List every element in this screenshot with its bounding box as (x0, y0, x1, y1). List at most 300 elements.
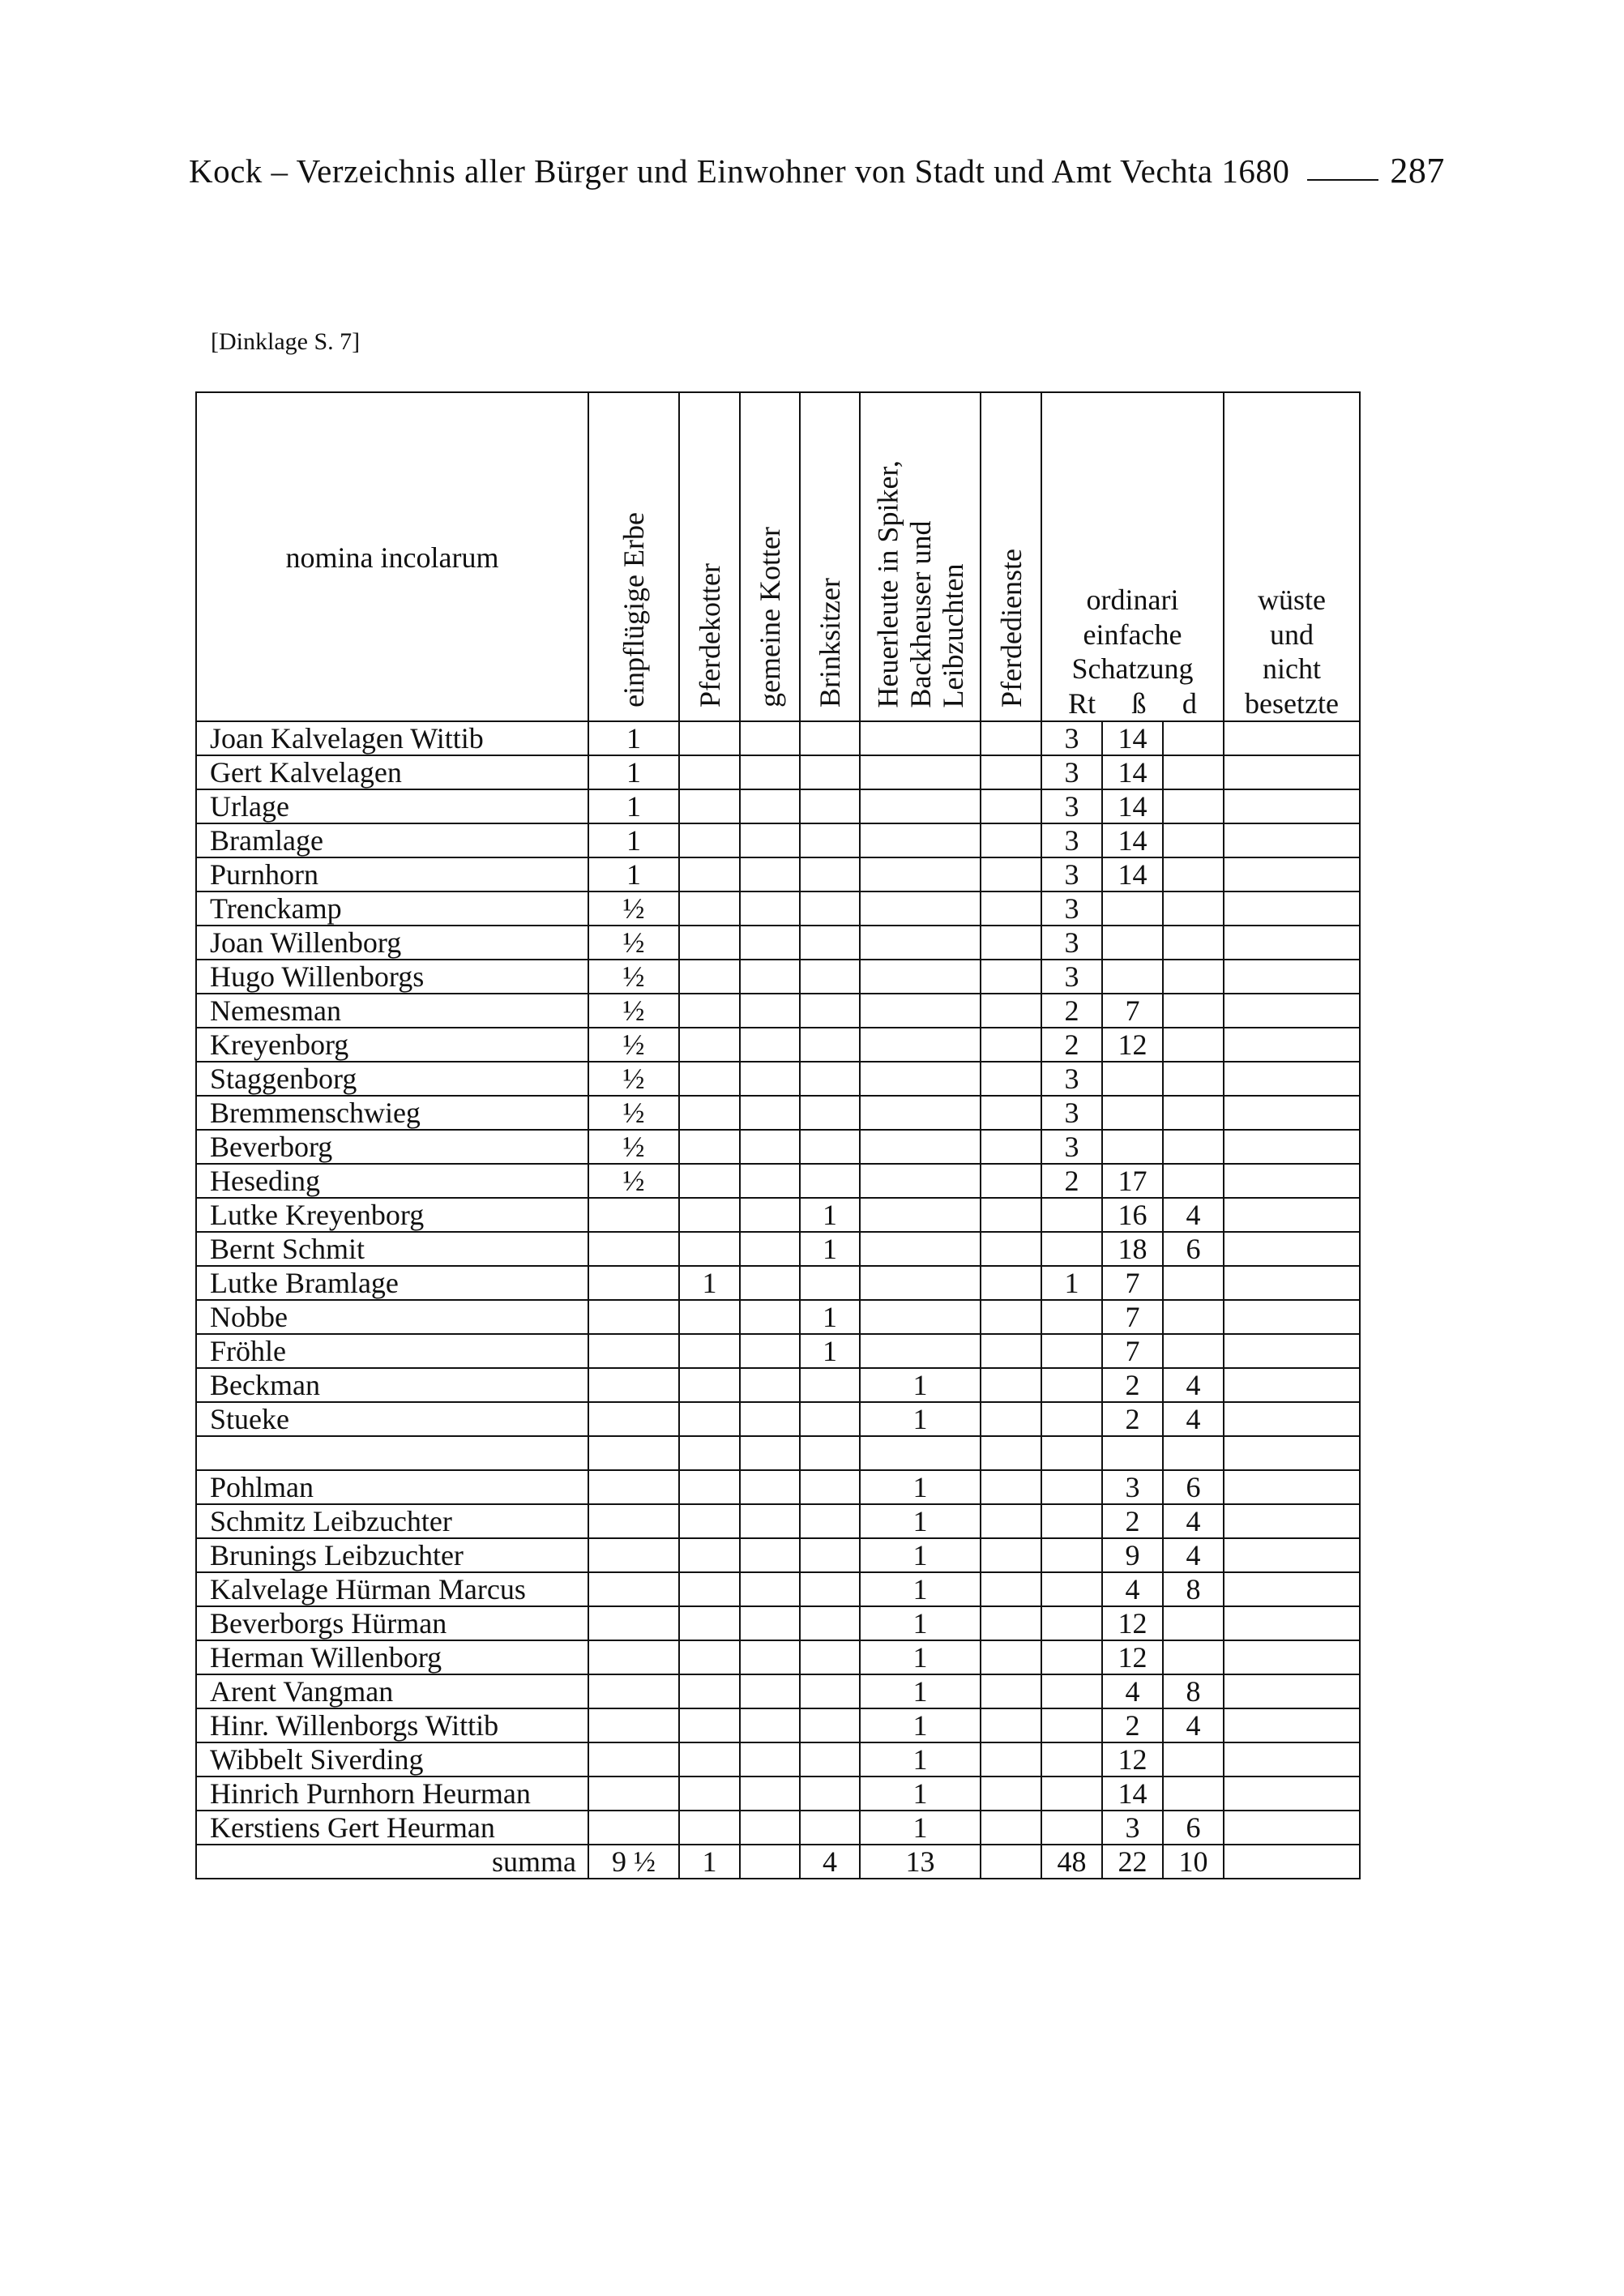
cell-heuerleute (860, 1164, 981, 1198)
header-schatzung-line1: ordinari (1086, 584, 1179, 617)
cell-gemeine-kotter (740, 1096, 800, 1130)
cell-wueste (1224, 1538, 1360, 1572)
cell-wueste (1224, 1845, 1360, 1879)
cell-heuerleute: 1 (860, 1606, 981, 1640)
cell-gemeine-kotter (740, 1470, 800, 1504)
cell-wueste (1224, 1742, 1360, 1777)
cell-brinksitzer (800, 1402, 860, 1436)
header-brinksitzer (800, 392, 860, 721)
cell-heuerleute (860, 1266, 981, 1300)
cell-erbe (588, 1640, 679, 1674)
cell-rt: 3 (1041, 926, 1102, 960)
cell-brinksitzer (800, 1130, 860, 1164)
cell-erbe: 1 (588, 721, 679, 755)
cell-brinksitzer (800, 1640, 860, 1674)
table-row (196, 1674, 1360, 1708)
cell-pferdedienste (981, 1402, 1041, 1436)
census-table (195, 391, 1361, 1879)
cell-erbe: 9 ½ (588, 1845, 679, 1879)
cell-gemeine-kotter (740, 1198, 800, 1232)
cell-d (1163, 1164, 1224, 1198)
cell-heuerleute (860, 926, 981, 960)
cell-rt: 1 (1041, 1266, 1102, 1300)
cell-wueste (1224, 891, 1360, 926)
header-wueste (1224, 392, 1360, 721)
cell-rt (1041, 1368, 1102, 1402)
cell-schilling (1102, 960, 1163, 994)
cell-wueste (1224, 755, 1360, 789)
cell-rt: 3 (1041, 721, 1102, 755)
cell-pferdekotter (679, 1334, 740, 1368)
cell-pferdedienste (981, 1096, 1041, 1130)
cell-erbe (588, 1368, 679, 1402)
cell-heuerleute (860, 960, 981, 994)
cell-brinksitzer: 1 (800, 1232, 860, 1266)
cell-d (1163, 1436, 1224, 1470)
cell-rt: 48 (1041, 1845, 1102, 1879)
table-row (196, 891, 1360, 926)
header-gemeine-kotter (740, 392, 800, 721)
cell-wueste (1224, 1470, 1360, 1504)
header-erbe-label: einpflügige Erbe (617, 512, 650, 708)
cell-name (196, 1436, 588, 1470)
cell-schilling: 18 (1102, 1232, 1163, 1266)
cell-erbe (588, 1266, 679, 1300)
cell-name: Lutke Kreyenborg (196, 1198, 588, 1232)
cell-gemeine-kotter (740, 1504, 800, 1538)
cell-name: Bremmenschwieg (196, 1096, 588, 1130)
cell-rt (1041, 1538, 1102, 1572)
table-row (196, 1130, 1360, 1164)
table-row (196, 721, 1360, 755)
cell-brinksitzer (800, 1708, 860, 1742)
cell-rt (1041, 1811, 1102, 1845)
cell-wueste (1224, 1334, 1360, 1368)
cell-rt: 3 (1041, 1096, 1102, 1130)
cell-erbe (588, 1674, 679, 1708)
table-row (196, 1436, 1360, 1470)
cell-pferdedienste (981, 789, 1041, 823)
cell-erbe (588, 1504, 679, 1538)
cell-pferdedienste (981, 1777, 1041, 1811)
cell-rt (1041, 1674, 1102, 1708)
cell-schilling: 3 (1102, 1470, 1163, 1504)
header-schatzung-line2: einfache (1083, 618, 1182, 651)
cell-schilling: 22 (1102, 1845, 1163, 1879)
cell-name: Wibbelt Siverding (196, 1742, 588, 1777)
cell-rt (1041, 1606, 1102, 1640)
cell-erbe (588, 1232, 679, 1266)
cell-heuerleute: 1 (860, 1742, 981, 1777)
cell-wueste (1224, 1266, 1360, 1300)
header-heuerleute (860, 392, 981, 721)
cell-d: 4 (1163, 1402, 1224, 1436)
cell-name: Joan Willenborg (196, 926, 588, 960)
cell-gemeine-kotter (740, 1062, 800, 1096)
cell-rt (1041, 1402, 1102, 1436)
cell-wueste (1224, 857, 1360, 891)
cell-brinksitzer (800, 1470, 860, 1504)
table-row (196, 1640, 1360, 1674)
cell-gemeine-kotter (740, 1811, 800, 1845)
cell-pferdedienste (981, 1062, 1041, 1096)
cell-heuerleute: 1 (860, 1368, 981, 1402)
cell-name: Brunings Leibzuchter (196, 1538, 588, 1572)
cell-gemeine-kotter (740, 823, 800, 857)
header-pferdedienste-label: Pferdedienste (994, 549, 1028, 708)
table-row (196, 960, 1360, 994)
cell-schilling: 14 (1102, 755, 1163, 789)
cell-erbe (588, 1300, 679, 1334)
cell-schilling: 16 (1102, 1198, 1163, 1232)
table-row (196, 857, 1360, 891)
cell-pferdekotter (679, 1096, 740, 1130)
cell-gemeine-kotter (740, 960, 800, 994)
cell-erbe (588, 1742, 679, 1777)
cell-erbe (588, 1811, 679, 1845)
table-row (196, 994, 1360, 1028)
cell-wueste (1224, 789, 1360, 823)
cell-pferdekotter: 1 (679, 1845, 740, 1879)
cell-rt (1041, 1640, 1102, 1674)
header-wueste-line4: besetzte (1245, 686, 1339, 720)
cell-heuerleute (860, 1232, 981, 1266)
header-heuerleute-line2: Backheuser und (904, 520, 937, 708)
cell-name: Joan Kalvelagen Wittib (196, 721, 588, 755)
header-heuerleute-label (871, 460, 969, 708)
cell-pferdedienste (981, 994, 1041, 1028)
cell-name: Bramlage (196, 823, 588, 857)
cell-brinksitzer (800, 1266, 860, 1300)
cell-pferdekotter (679, 994, 740, 1028)
cell-gemeine-kotter (740, 1606, 800, 1640)
cell-erbe: ½ (588, 1028, 679, 1062)
cell-pferdedienste (981, 1708, 1041, 1742)
table-row (196, 789, 1360, 823)
cell-wueste (1224, 823, 1360, 857)
table-row (196, 1028, 1360, 1062)
cell-heuerleute (860, 1334, 981, 1368)
cell-schilling: 12 (1102, 1742, 1163, 1777)
cell-name: Nemesman (196, 994, 588, 1028)
cell-erbe (588, 1708, 679, 1742)
table-row (196, 1368, 1360, 1402)
table-row (196, 1811, 1360, 1845)
table-row (196, 1334, 1360, 1368)
cell-pferdedienste (981, 1742, 1041, 1777)
cell-pferdekotter (679, 1777, 740, 1811)
cell-heuerleute (860, 1300, 981, 1334)
cell-erbe (588, 1777, 679, 1811)
cell-brinksitzer: 1 (800, 1334, 860, 1368)
cell-name: Kalvelage Hürman Marcus (196, 1572, 588, 1606)
cell-rt: 3 (1041, 891, 1102, 926)
cell-pferdekotter (679, 960, 740, 994)
cell-pferdedienste (981, 1606, 1041, 1640)
cell-erbe (588, 1436, 679, 1470)
cell-rt: 2 (1041, 1164, 1102, 1198)
cell-erbe: 1 (588, 857, 679, 891)
cell-brinksitzer (800, 1811, 860, 1845)
cell-name: Hinr. Willenborgs Wittib (196, 1708, 588, 1742)
cell-wueste (1224, 1436, 1360, 1470)
cell-d (1163, 1130, 1224, 1164)
cell-brinksitzer (800, 1436, 860, 1470)
cell-d (1163, 926, 1224, 960)
cell-wueste (1224, 1674, 1360, 1708)
cell-pferdekotter (679, 1436, 740, 1470)
cell-d (1163, 1742, 1224, 1777)
cell-d: 4 (1163, 1708, 1224, 1742)
table-row (196, 1300, 1360, 1334)
cell-d (1163, 1640, 1224, 1674)
cell-erbe (588, 1402, 679, 1436)
cell-name: Beverborgs Hürman (196, 1606, 588, 1640)
cell-heuerleute (860, 1436, 981, 1470)
section-label: [Dinklage S. 7] (211, 328, 361, 355)
running-header (189, 150, 1445, 191)
cell-gemeine-kotter (740, 857, 800, 891)
cell-heuerleute: 1 (860, 1402, 981, 1436)
cell-d: 6 (1163, 1470, 1224, 1504)
cell-gemeine-kotter (740, 1538, 800, 1572)
table-row (196, 1708, 1360, 1742)
cell-name: summa (196, 1845, 588, 1879)
cell-schilling: 14 (1102, 857, 1163, 891)
cell-gemeine-kotter (740, 755, 800, 789)
cell-heuerleute: 1 (860, 1708, 981, 1742)
cell-d (1163, 1028, 1224, 1062)
cell-schilling: 12 (1102, 1028, 1163, 1062)
cell-gemeine-kotter (740, 1164, 800, 1198)
cell-gemeine-kotter (740, 1674, 800, 1708)
header-rule (1307, 179, 1378, 181)
cell-d (1163, 1777, 1224, 1811)
cell-pferdekotter (679, 1164, 740, 1198)
cell-heuerleute: 13 (860, 1845, 981, 1879)
header-pferdedienste (981, 392, 1041, 721)
cell-gemeine-kotter (740, 1232, 800, 1266)
cell-schilling: 2 (1102, 1402, 1163, 1436)
cell-schilling: 14 (1102, 789, 1163, 823)
cell-schilling: 14 (1102, 823, 1163, 857)
cell-pferdekotter (679, 1674, 740, 1708)
table-row (196, 823, 1360, 857)
cell-erbe: ½ (588, 1062, 679, 1096)
table-row (196, 1402, 1360, 1436)
header-name (196, 392, 588, 721)
cell-rt: 2 (1041, 1028, 1102, 1062)
unit-d: d (1182, 686, 1197, 720)
cell-pferdekotter (679, 755, 740, 789)
cell-name: Schmitz Leibzuchter (196, 1504, 588, 1538)
cell-pferdekotter (679, 1606, 740, 1640)
cell-schilling: 12 (1102, 1606, 1163, 1640)
cell-rt: 3 (1041, 960, 1102, 994)
cell-d (1163, 1300, 1224, 1334)
header-wueste-line3: nicht (1263, 652, 1321, 686)
header-brinksitzer-label: Brinksitzer (813, 578, 846, 708)
cell-erbe: 1 (588, 755, 679, 789)
cell-pferdekotter (679, 1402, 740, 1436)
cell-brinksitzer (800, 1504, 860, 1538)
cell-d (1163, 994, 1224, 1028)
cell-d (1163, 721, 1224, 755)
cell-schilling (1102, 926, 1163, 960)
page-number: 287 (1390, 151, 1445, 190)
cell-schilling: 3 (1102, 1811, 1163, 1845)
cell-pferdedienste (981, 1436, 1041, 1470)
cell-gemeine-kotter (740, 1742, 800, 1777)
table-row (196, 1198, 1360, 1232)
cell-brinksitzer (800, 960, 860, 994)
table-row (196, 1538, 1360, 1572)
cell-pferdedienste (981, 960, 1041, 994)
cell-pferdekotter (679, 857, 740, 891)
cell-rt: 3 (1041, 1062, 1102, 1096)
cell-heuerleute (860, 823, 981, 857)
cell-brinksitzer (800, 755, 860, 789)
cell-wueste (1224, 721, 1360, 755)
cell-name: Kerstiens Gert Heurman (196, 1811, 588, 1845)
cell-d (1163, 789, 1224, 823)
cell-pferdekotter (679, 721, 740, 755)
cell-gemeine-kotter (740, 1334, 800, 1368)
cell-wueste (1224, 1232, 1360, 1266)
summa-row (196, 1845, 1360, 1879)
cell-name: Stueke (196, 1402, 588, 1436)
cell-d: 4 (1163, 1504, 1224, 1538)
cell-wueste (1224, 1708, 1360, 1742)
cell-wueste (1224, 994, 1360, 1028)
table-row (196, 1572, 1360, 1606)
running-title: Kock – Verzeichnis aller Bürger und Einwohner von Stadt und Amt Vechta 1680 (189, 152, 1290, 190)
cell-pferdedienste (981, 721, 1041, 755)
cell-brinksitzer (800, 789, 860, 823)
header-heuerleute-line1: Heuerleute in Spiker, (871, 460, 904, 708)
cell-erbe: ½ (588, 891, 679, 926)
cell-pferdedienste (981, 1572, 1041, 1606)
cell-pferdekotter (679, 1368, 740, 1402)
cell-brinksitzer (800, 823, 860, 857)
cell-pferdedienste (981, 1504, 1041, 1538)
cell-d (1163, 891, 1224, 926)
header-row (196, 392, 1360, 721)
cell-schilling: 7 (1102, 1334, 1163, 1368)
table-row (196, 755, 1360, 789)
cell-brinksitzer (800, 1062, 860, 1096)
cell-pferdedienste (981, 857, 1041, 891)
cell-gemeine-kotter (740, 1436, 800, 1470)
cell-schilling: 2 (1102, 1504, 1163, 1538)
cell-wueste (1224, 1402, 1360, 1436)
unit-schilling: ß (1131, 686, 1147, 720)
cell-brinksitzer (800, 1742, 860, 1777)
cell-heuerleute (860, 721, 981, 755)
cell-pferdedienste (981, 1334, 1041, 1368)
cell-pferdedienste (981, 1232, 1041, 1266)
cell-schilling (1102, 1096, 1163, 1130)
cell-rt: 2 (1041, 994, 1102, 1028)
cell-schilling: 2 (1102, 1368, 1163, 1402)
cell-pferdekotter (679, 1742, 740, 1777)
cell-wueste (1224, 1028, 1360, 1062)
cell-rt (1041, 1777, 1102, 1811)
cell-gemeine-kotter (740, 1708, 800, 1742)
cell-gemeine-kotter (740, 1572, 800, 1606)
cell-gemeine-kotter (740, 789, 800, 823)
cell-heuerleute (860, 1062, 981, 1096)
header-pferdekotter (679, 392, 740, 721)
cell-d: 4 (1163, 1198, 1224, 1232)
cell-schilling (1102, 1436, 1163, 1470)
cell-gemeine-kotter (740, 891, 800, 926)
cell-schilling: 14 (1102, 721, 1163, 755)
cell-pferdekotter (679, 891, 740, 926)
cell-wueste (1224, 1198, 1360, 1232)
table-row (196, 1606, 1360, 1640)
cell-d (1163, 1606, 1224, 1640)
cell-pferdekotter (679, 1198, 740, 1232)
table-row (196, 1266, 1360, 1300)
cell-erbe (588, 1606, 679, 1640)
header-wueste-line1: wüste (1258, 584, 1326, 617)
cell-erbe (588, 1572, 679, 1606)
cell-gemeine-kotter (740, 1402, 800, 1436)
cell-name: Heseding (196, 1164, 588, 1198)
cell-schilling (1102, 891, 1163, 926)
cell-pferdekotter (679, 823, 740, 857)
cell-heuerleute: 1 (860, 1572, 981, 1606)
cell-wueste (1224, 926, 1360, 960)
cell-schilling: 2 (1102, 1708, 1163, 1742)
cell-brinksitzer (800, 1368, 860, 1402)
cell-heuerleute (860, 1130, 981, 1164)
cell-pferdedienste (981, 1368, 1041, 1402)
cell-d: 10 (1163, 1845, 1224, 1879)
cell-rt: 3 (1041, 755, 1102, 789)
cell-brinksitzer (800, 1164, 860, 1198)
cell-wueste (1224, 1504, 1360, 1538)
cell-gemeine-kotter (740, 1130, 800, 1164)
cell-erbe (588, 1538, 679, 1572)
cell-rt (1041, 1232, 1102, 1266)
cell-pferdedienste (981, 1130, 1041, 1164)
cell-brinksitzer (800, 994, 860, 1028)
cell-pferdekotter (679, 1640, 740, 1674)
header-name-label: nomina incolarum (285, 541, 499, 574)
cell-erbe: ½ (588, 960, 679, 994)
table-row (196, 1232, 1360, 1266)
cell-pferdekotter (679, 1708, 740, 1742)
cell-pferdekotter (679, 1504, 740, 1538)
cell-wueste (1224, 1164, 1360, 1198)
cell-pferdedienste (981, 1028, 1041, 1062)
cell-wueste (1224, 1640, 1360, 1674)
cell-erbe (588, 1470, 679, 1504)
cell-schilling: 12 (1102, 1640, 1163, 1674)
table-row (196, 1504, 1360, 1538)
cell-name: Herman Willenborg (196, 1640, 588, 1674)
cell-name: Fröhle (196, 1334, 588, 1368)
cell-heuerleute: 1 (860, 1811, 981, 1845)
cell-rt (1041, 1470, 1102, 1504)
table-row (196, 1742, 1360, 1777)
cell-name: Trenckamp (196, 891, 588, 926)
cell-schilling: 7 (1102, 1266, 1163, 1300)
cell-name: Pohlman (196, 1470, 588, 1504)
cell-pferdedienste (981, 823, 1041, 857)
